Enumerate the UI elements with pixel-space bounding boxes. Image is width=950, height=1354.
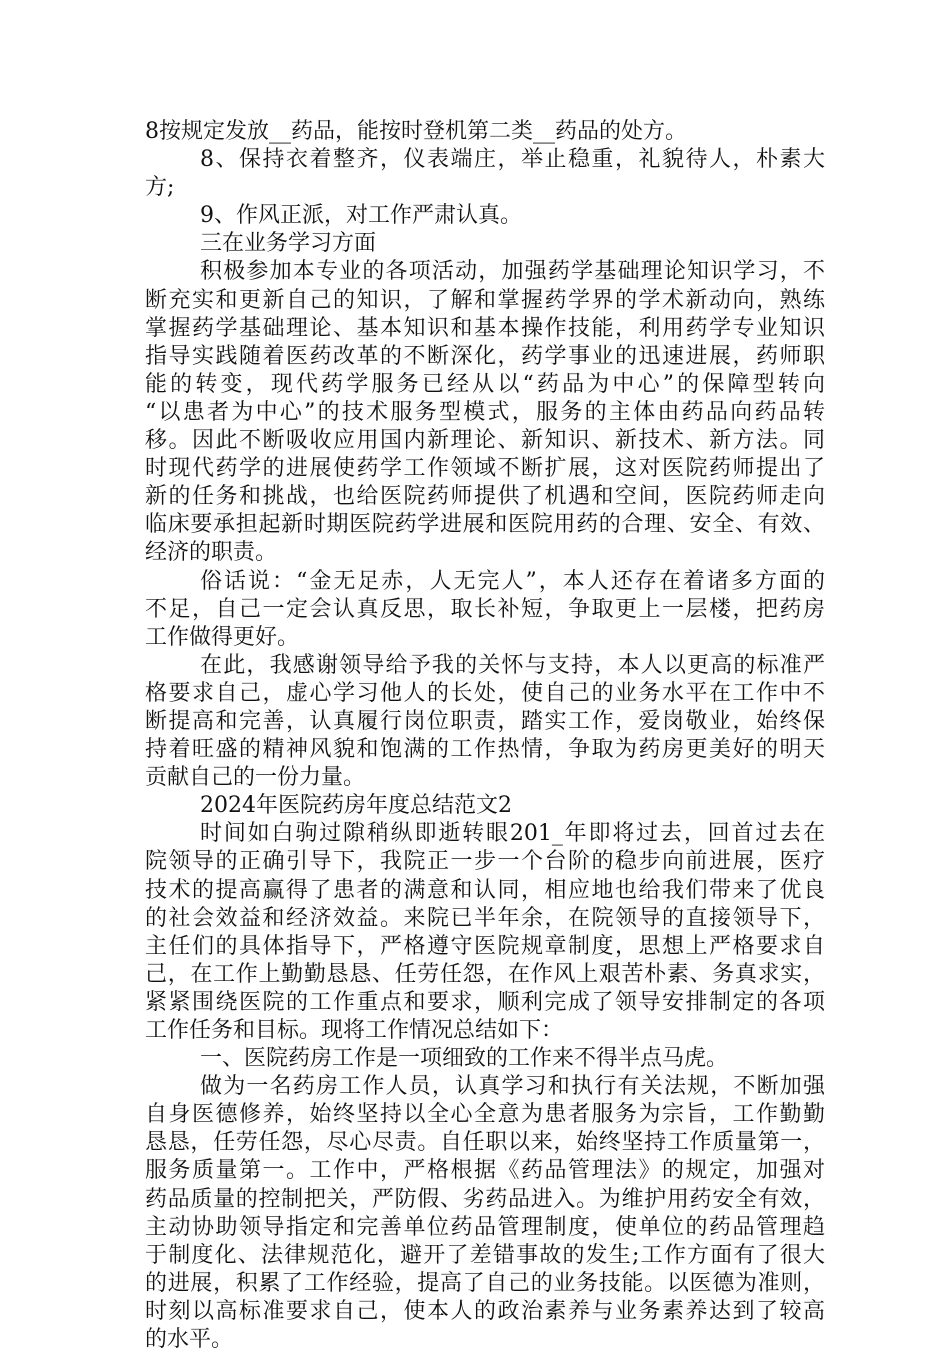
text-line: 技术的提高赢得了患者的满意和认同，相应地也给我们带来了优良 [145, 877, 825, 903]
text-line: 服务质量第一。工作中，严格根据《药品管理法》的规定，加强对 [145, 1158, 825, 1184]
text-line: 的社会效益和经济效益。来院已半年余，在院领导的直接领导下， [145, 905, 825, 931]
text-line: 三在业务学习方面 [200, 231, 377, 257]
text-line: 做为一名药房工作人员，认真学习和执行有关法规，不断加强 [200, 1074, 825, 1100]
text-line: 断提高和完善，认真履行岗位职责，踏实工作，爱岗敬业，始终保 [145, 708, 825, 734]
text-line: 临床要承担起新时期医院药学进展和医院用药的合理、安全、有效、 [145, 512, 825, 538]
text-line: 不足，自己一定会认真反思，取长补短，争取更上一层楼，把药房 [145, 596, 825, 622]
text-line: 移。因此不断吸收应用国内新理论、新知识、新技术、新方法。同 [145, 428, 825, 454]
text-line: 掌握药学基础理论、基本知识和基本操作技能，利用药学专业知识 [145, 315, 825, 341]
text-line: 时现代药学的进展使药学工作领域不断扩展，这对医院药师提出了 [145, 456, 825, 482]
text-line: “以患者为中心”的技术服务型模式，服务的主体由药品向药品转 [145, 399, 825, 425]
text-line: 主动协助领导指定和完善单位药品管理制度，使单位的药品管理趋 [145, 1214, 825, 1240]
text-line: 8、保持衣着整齐，仪表端庄，举止稳重，礼貌待人，朴素大 [200, 147, 825, 173]
text-line: 时刻以高标准要求自己，使本人的政治素养与业务素养达到了较高 [145, 1298, 825, 1324]
text-line: 的进展，积累了工作经验，提高了自己的业务技能。以医德为准则， [145, 1270, 825, 1296]
text-line: 断充实和更新自己的知识，了解和掌握药学界的学术新动向，熟练 [145, 287, 825, 313]
text-line: 时间如白驹过隙稍纵即逝转眼201_年即将过去，回首过去在 [200, 821, 825, 847]
text-line: 在此，我感谢领导给予我的关怀与支持，本人以更高的标准严 [200, 652, 825, 678]
text-line: 院领导的正确引导下，我院正一步一个台阶的稳步向前进展，医疗 [145, 849, 825, 875]
text-line: 自身医德修养，始终坚持以全心全意为患者服务为宗旨，工作勤勤 [145, 1102, 825, 1128]
text-line: 的水平。 [145, 1327, 234, 1353]
text-line: 恳恳，任劳任怨，尽心尽责。自任职以来，始终坚持工作质量第一， [145, 1130, 825, 1156]
text-line: 指导实践随着医药改革的不断深化，药学事业的迅速进展，药师职 [145, 343, 825, 369]
text-line: 一、医院药房工作是一项细致的工作来不得半点马虎。 [200, 1046, 729, 1072]
text-line: 8按规定发放__药品，能按时登机第二类__药品的处方。 [145, 119, 687, 144]
text-line: 经济的职责。 [145, 540, 278, 566]
text-line: 2024年医院药房年度总结范文2 [200, 793, 512, 819]
text-line: 新的任务和挑战，也给医院药师提供了机遇和空间，医院药师走向 [145, 484, 825, 510]
text-line: 方; [145, 175, 175, 201]
text-line: 9、作风正派，对工作严肃认真。 [200, 203, 522, 229]
text-line: 己，在工作上勤勤恳恳、任劳任怨，在作风上艰苦朴素、务真求实， [145, 961, 825, 987]
text-line: 于制度化、法律规范化，避开了差错事故的发生;工作方面有了很大 [145, 1242, 825, 1268]
text-line: 俗话说：“金无足赤，人无完人”，本人还存在着诸多方面的 [200, 568, 825, 594]
text-line: 能的转变，现代药学服务已经从以“药品为中心”的保障型转向 [145, 371, 825, 397]
text-line: 工作任务和目标。现将工作情况总结如下： [145, 1018, 564, 1043]
document-page [145, 118, 825, 1354]
text-line: 紧紧围绕医院的工作重点和要求，顺利完成了领导安排制定的各项 [145, 989, 825, 1015]
text-line: 工作做得更好。 [145, 624, 300, 650]
text-line: 贡献自己的一份力量。 [145, 765, 366, 791]
text-line: 积极参加本专业的各项活动，加强药学基础理论知识学习，不 [200, 259, 825, 285]
text-line: 格要求自己，虚心学习他人的长处，使自己的业务水平在工作中不 [145, 680, 825, 706]
text-line: 持着旺盛的精神风貌和饱满的工作热情，争取为药房更美好的明天 [145, 737, 825, 763]
text-line: 药品质量的控制把关，严防假、劣药品进入。为维护用药安全有效， [145, 1186, 825, 1212]
text-line: 主任们的具体指导下，严格遵守医院规章制度，思想上严格要求自 [145, 933, 825, 959]
